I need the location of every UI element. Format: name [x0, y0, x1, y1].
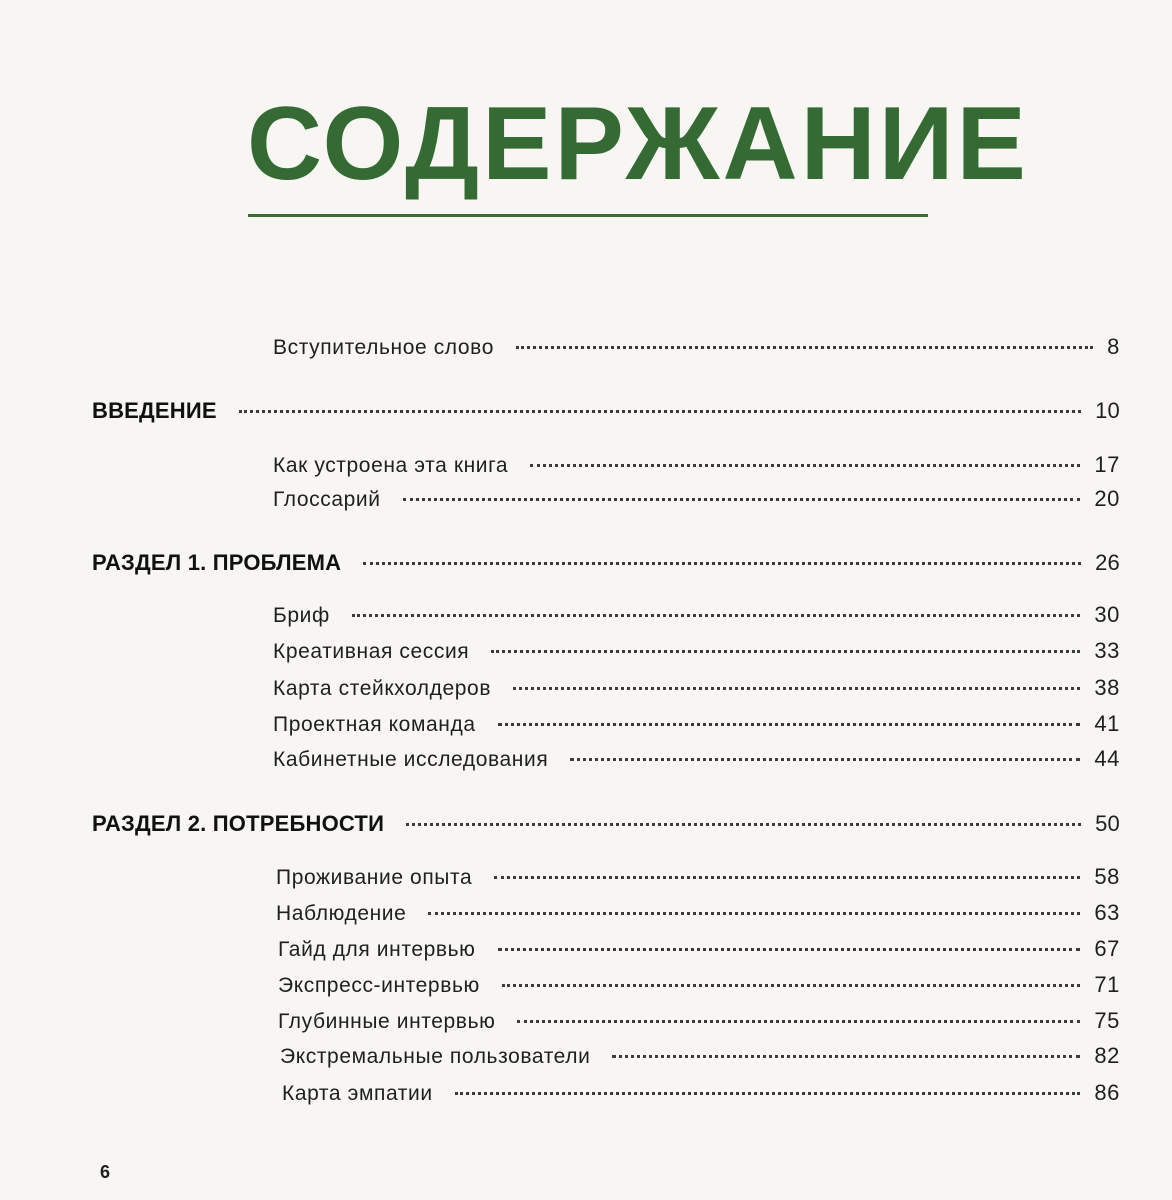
toc-entry-desk-research[interactable]: [273, 746, 1120, 772]
toc-dot-leader: [570, 758, 1080, 761]
toc-entry-stakeholder-map[interactable]: [273, 675, 1120, 701]
toc-entry-how-book-works[interactable]: [273, 452, 1120, 478]
toc-entry-observation[interactable]: [276, 900, 1120, 926]
toc-entry-empathy-map[interactable]: [282, 1080, 1120, 1106]
toc-entry-glossary[interactable]: [273, 486, 1120, 512]
toc-entry-label: Креативная сессия: [273, 640, 470, 663]
toc-dot-leader: [455, 1092, 1081, 1095]
toc-dot-leader: [516, 346, 1093, 349]
toc-entry-page: 38: [1094, 675, 1120, 700]
page-title: СОДЕРЖАНИЕ: [247, 86, 1029, 202]
toc-section-label: РАЗДЕЛ 2. ПОТРЕБНОСТИ: [92, 811, 385, 836]
toc-entry-page: 86: [1094, 1080, 1120, 1105]
toc-entry-in-depth-interview[interactable]: [278, 1008, 1120, 1034]
toc-entry-page: 75: [1094, 1008, 1120, 1033]
toc-entry-page: 63: [1094, 900, 1120, 925]
toc-dot-leader: [352, 614, 1080, 617]
toc-entry-brief[interactable]: [273, 602, 1120, 628]
toc-dot-leader: [513, 687, 1080, 690]
toc-entry-express-interview[interactable]: [278, 972, 1120, 998]
toc-entry-page: 71: [1094, 972, 1120, 997]
toc-entry-label: Глоссарий: [273, 488, 381, 511]
toc-dot-leader: [406, 823, 1081, 826]
toc-section-page: 26: [1095, 550, 1120, 575]
toc-entry-project-team[interactable]: [273, 711, 1120, 737]
toc-entry-page: 8: [1107, 334, 1120, 359]
toc-dot-leader: [498, 948, 1081, 951]
toc-entry-label: Карта стейкхолдеров: [273, 677, 492, 700]
toc-entry-label: Глубинные интервью: [278, 1010, 496, 1033]
toc-entry-creative-session[interactable]: [273, 638, 1120, 664]
toc-dot-leader: [517, 1020, 1080, 1023]
toc-entry-label: Проживание опыта: [276, 866, 473, 889]
toc-entry-label: Гайд для интервью: [278, 938, 476, 961]
toc-entry-extreme-users[interactable]: [280, 1043, 1120, 1069]
toc-dot-leader: [502, 984, 1080, 987]
toc-entry-label: Карта эмпатии: [282, 1082, 433, 1105]
toc-dot-leader: [491, 650, 1080, 653]
toc-entry-page: 58: [1094, 864, 1120, 889]
toc-dot-leader: [403, 498, 1081, 501]
toc-entry-interview-guide[interactable]: [278, 936, 1120, 962]
toc-entry-label: Бриф: [273, 604, 330, 627]
toc-section-page: 10: [1095, 398, 1120, 423]
toc-entry-page: 67: [1094, 936, 1120, 961]
toc-entry-label: Кабинетные исследования: [273, 748, 549, 771]
toc-entry-page: 44: [1094, 746, 1120, 771]
toc-dot-leader: [363, 562, 1081, 565]
toc-entry-page: 20: [1094, 486, 1120, 511]
toc-dot-leader: [494, 876, 1080, 879]
toc-entry-label: Как устроена эта книга: [273, 454, 509, 477]
toc-entry-page: 33: [1094, 638, 1120, 663]
title-divider: [248, 214, 928, 217]
toc-entry-label: Экстремальные пользователи: [280, 1045, 591, 1068]
toc-section-introduction[interactable]: [92, 398, 1120, 424]
toc-dot-leader: [428, 912, 1080, 915]
toc-entry-label: Проектная команда: [273, 713, 476, 736]
toc-section-problem[interactable]: [92, 550, 1120, 576]
toc-section-page: 50: [1095, 811, 1120, 836]
toc-entry-label: Вступительное слово: [273, 336, 494, 359]
toc-entry-page: 17: [1094, 452, 1120, 477]
toc-section-label: ВВЕДЕНИЕ: [92, 398, 217, 423]
toc-entry-foreword[interactable]: [273, 334, 1120, 360]
toc-entry-living-experience[interactable]: [276, 864, 1120, 890]
toc-entry-label: Экспресс-интервью: [278, 974, 480, 997]
page-number: 6: [100, 1162, 111, 1182]
toc-section-needs[interactable]: [92, 811, 1120, 837]
toc-dot-leader: [239, 410, 1081, 413]
toc-dot-leader: [530, 464, 1080, 467]
toc-entry-page: 41: [1094, 711, 1120, 736]
toc-entry-label: Наблюдение: [276, 902, 407, 925]
toc-dot-leader: [498, 723, 1081, 726]
toc-entry-page: 82: [1094, 1043, 1120, 1068]
toc-section-label: РАЗДЕЛ 1. ПРОБЛЕМА: [92, 550, 342, 575]
toc-dot-leader: [612, 1055, 1080, 1058]
toc-entry-page: 30: [1094, 602, 1120, 627]
